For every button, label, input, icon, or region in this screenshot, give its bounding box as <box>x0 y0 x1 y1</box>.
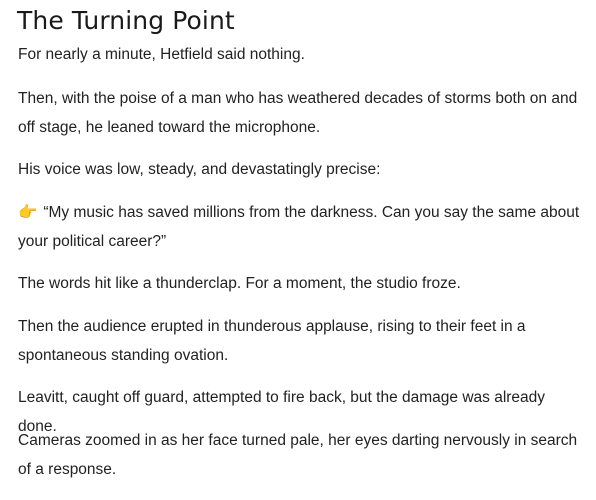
paragraph-cameras-zoomed: Cameras zoomed in as her face turned pale, her eyes darting nervously in search of a response. <box>18 432 578 478</box>
article-title: The Turning Point <box>17 6 235 35</box>
quote-paragraph <box>18 198 588 256</box>
paragraph-leaned-toward-microphone: Then, with the poise of a man who has weathered decades of storms both on and off stage, he leaned toward the microphone. <box>18 90 578 136</box>
paragraph-audience-applause: Then the audience erupted in thunderous applause, rising to their feet in a spontaneous standing ovation. <box>18 318 526 364</box>
paragraph-hetfield-silence: For nearly a minute, Hetfield said nothing. <box>18 46 305 63</box>
pointing-hand-icon: 👉 <box>18 203 38 221</box>
paragraph-thunderclap: The words hit like a thunderclap. For a moment, the studio froze. <box>18 275 461 292</box>
quote-text: “My music has saved millions from the darkness. Can you say the same about your political career?” <box>18 204 580 250</box>
paragraph-leavitt-response: Leavitt, caught off guard, attempted to fire back, but the damage was already done. <box>18 389 546 435</box>
paragraph-voice-description: His voice was low, steady, and devastatingly precise: <box>18 161 381 178</box>
